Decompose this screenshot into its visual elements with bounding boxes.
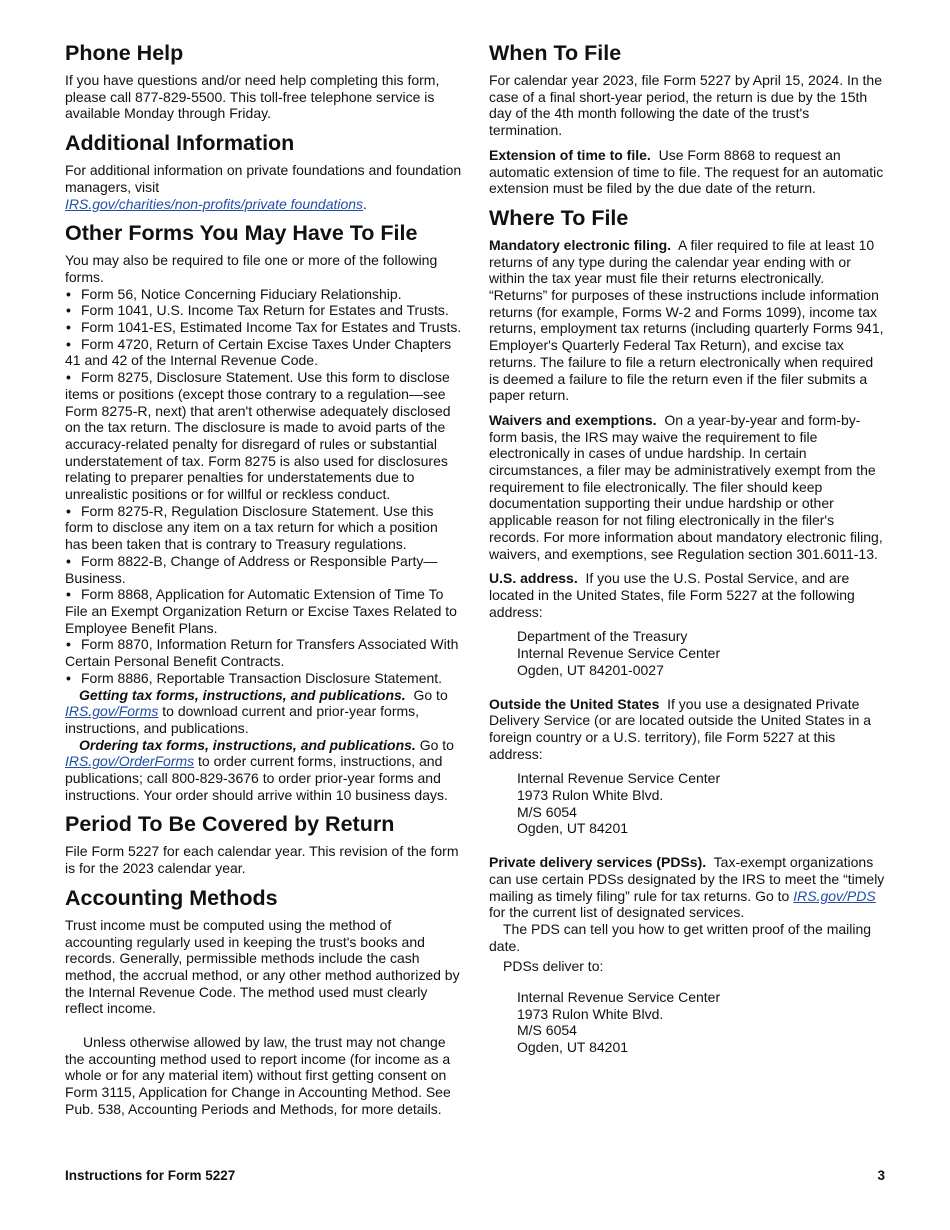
page-footer (65, 1168, 885, 1185)
where-to-file-section (489, 205, 886, 1056)
right-column (489, 40, 886, 1064)
us-address-head: U.S. address. (489, 570, 578, 587)
bullet-item: • Form 8868, Application for Automatic Extension of Time To File an Exempt Organization Return or Excise Taxes Related to Employee Benefit Plans. (65, 586, 462, 636)
forms-bullet-list (65, 286, 462, 687)
where-to-file-heading: Where To File (489, 205, 629, 230)
mandatory-filing-paragraph (489, 237, 886, 404)
mandatory-filing-head: Mandatory electronic filing. (489, 236, 672, 253)
when-to-file-section (489, 40, 886, 197)
phone-help-heading: Phone Help (65, 41, 184, 65)
address-line: Ogden, UT 84201 (517, 1039, 629, 1056)
us-address-text: If you use the U.S. Postal Service, and are located in the United States, file Form 5227 at the following address: (489, 570, 855, 620)
extension-head: Extension of time to file. (489, 146, 651, 163)
bullet-item: • Form 1041, U.S. Income Tax Return for Estates and Trusts. (65, 302, 462, 319)
period-heading: Period To Be Covered by Return (65, 812, 395, 837)
pds-proof-text: The PDS can tell you how to get written proof of the mailing date. (489, 920, 872, 954)
when-to-file-text: For calendar year 2023, file Form 5227 by April 15, 2024. In the case of a final short-year period, the return is due by the 15th day of the 4th month following the date of the trust's termination. (489, 72, 883, 139)
bullet-item: • Form 8886, Reportable Transaction Disclosure Statement. (65, 670, 462, 687)
irs-pds-link[interactable]: IRS.gov/PDS (793, 887, 876, 904)
pds-address (517, 989, 886, 1056)
outside-us-text: If you use a designated Private Delivery Service (or are located outside the United States in a foreign country or a U.S. territory), file Form 5227 at this address: (489, 695, 872, 762)
pds-after: for the current list of designated services. (489, 904, 745, 921)
bullet-item: • Form 8822-B, Change of Address or Responsible Party—Business. (65, 553, 462, 586)
us-mailing-address (517, 628, 886, 678)
footer-title: Instructions for Form 5227 (65, 1168, 236, 1183)
accounting-paragraph-1: Trust income must be computed using the method of accounting regularly used in keeping the trust's books and records. Generally, permissible methods include the cash method, the accrual method, or any other method authorized by the Internal Revenue Code. The method used must clearly reflect income. (65, 916, 460, 1017)
additional-info-body: For additional information on private foundations and foundation managers, visit (65, 162, 462, 195)
bullet-item: • Form 4720, Return of Certain Excise Taxes Under Chapters 41 and 42 of the Internal Revenue Code. (65, 336, 462, 369)
accounting-section (65, 885, 462, 1118)
bullet-item: • Form 56, Notice Concerning Fiduciary Relationship. (65, 286, 462, 303)
other-forms-intro: You may also be required to file one or more of the following forms. (65, 252, 438, 285)
page-number: 3 (877, 1168, 885, 1183)
address-line: Department of the Treasury (517, 628, 688, 645)
address-line: M/S 6054 (517, 1022, 577, 1039)
phone-help-section (65, 40, 462, 122)
getting-pre: Go to (413, 686, 448, 703)
address-line: 1973 Rulon White Blvd. (517, 1005, 664, 1022)
mandatory-filing-text: A filer required to file at least 10 returns of any type during the calendar year ending with or within the tax year must file their returns electronically. “Returns” for purposes of these instructions include information returns (for example, Forms W-2 and Forms 1099), income tax returns, employment tax returns (including quarterly Forms 941, Employer's Quarterly Federal Tax Return), and excise tax returns. The failure to file a return electronically when required is deemed a failure to file the return even if the filer submits a paper return. (489, 236, 884, 404)
when-to-file-heading: When To File (489, 41, 622, 65)
bullet-item: • Form 8870, Information Return for Transfers Associated With Certain Personal Benefit Contracts. (65, 636, 462, 669)
outside-us-paragraph (489, 696, 886, 763)
getting-post: to download current and prior-year forms, instructions, and publications. (65, 703, 420, 736)
address-line: Internal Revenue Service Center (517, 989, 721, 1006)
bullet-item: • Form 8275, Disclosure Statement. Use this form to disclose items or positions (except those contrary to a regulation—see Form 8275-R, next) that aren't otherwise adequately disclosed on the tax return. The disclosure is made to avoid parts of the accuracy-related penalty for disregard of rules or substantial understatement of tax. Form 8275 is also used for disclosures relating to preparer penalties for understatements due to unrealistic positions or for willful or reckless conduct. (65, 369, 462, 503)
address-line: Ogden, UT 84201-0027 (517, 661, 664, 678)
us-address-paragraph (489, 570, 886, 620)
waivers-paragraph (489, 412, 886, 562)
getting-tax-forms-paragraph (65, 687, 462, 737)
additional-info-section (65, 130, 462, 212)
address-line: Ogden, UT 84201 (517, 820, 629, 837)
getting-tax-forms-head: Getting tax forms, instructions, and publications. (79, 686, 406, 703)
extension-paragraph (489, 147, 886, 197)
pds-text: Tax-exempt organizations can use certain PDSs designated by the IRS to meet the “timely mailing as timely filing” rule for tax returns. Go to (489, 854, 885, 904)
other-forms-section (65, 220, 462, 803)
ordering-tax-forms-paragraph (65, 737, 462, 804)
bullet-item: • Form 8275-R, Regulation Disclosure Statement. Use this form to disclose any item on a tax return for which a position has been taken that is contrary to Treasury regulations. (65, 503, 462, 553)
address-line: 1973 Rulon White Blvd. (517, 787, 664, 804)
additional-info-period: . (363, 195, 367, 212)
private-foundations-link[interactable]: IRS.gov/charities/non-profits/private foundations (65, 195, 364, 212)
extension-text: Use Form 8868 to request an automatic extension of time to file. The request for an automatic extension must be filed by the due date of the return. (489, 146, 884, 197)
left-column (65, 40, 462, 1126)
outside-us-address (517, 770, 886, 837)
waivers-text: On a year-by-year and form-by-form basis, the IRS may waive the requirement to file electronically in cases of undue hardship. In certain circumstances, a filer may be administratively exempt from the requirement to file electronically. The filer should keep documentation supporting their undue hardship or other applicable reason for not filing electronically in the filer's records. For more information about mandatory electronic filing, waivers, and exemptions, see Regulation section 301.6011-13. (489, 411, 883, 562)
address-line: Internal Revenue Service Center (517, 770, 721, 787)
pds-deliver-text: PDSs deliver to: (503, 958, 604, 975)
phone-help-text: If you have questions and/or need help completing this form, please call 877-829-5500. This toll-free telephone service is available Monday through Friday. (65, 72, 440, 122)
ordering-post: to order current forms, instructions, and publications; call 800-829-3676 to order prior-year forms and instructions. Your order should arrive within 10 business days. (65, 753, 448, 803)
additional-info-text (65, 162, 462, 212)
period-section (65, 811, 462, 876)
ordering-pre: Go to (419, 736, 454, 753)
pds-paragraph (489, 854, 886, 921)
period-text: File Form 5227 for each calendar year. This revision of the form is for the 2023 calendar year. (65, 843, 459, 877)
bullet-item: • Form 1041-ES, Estimated Income Tax for Estates and Trusts. (65, 319, 462, 336)
ordering-tax-forms-head: Ordering tax forms, instructions, and publications. (79, 736, 416, 753)
accounting-paragraph-2: Unless otherwise allowed by law, the trust may not change the accounting method used to report income (for income as a whole or for any material item) without first getting consent on Form 3115, Application for Change in Accounting Method. See Pub. 538, Accounting Periods and Methods, for more details. (65, 1034, 451, 1117)
outside-us-head: Outside the United States (489, 695, 660, 712)
pds-head: Private delivery services (PDSs). (489, 854, 707, 871)
accounting-heading: Accounting Methods (65, 885, 278, 910)
address-line: M/S 6054 (517, 803, 577, 820)
irs-order-forms-link[interactable]: IRS.gov/OrderForms (65, 753, 195, 770)
waivers-head: Waivers and exemptions. (489, 411, 657, 428)
other-forms-heading: Other Forms You May Have To File (65, 221, 418, 246)
address-line: Internal Revenue Service Center (517, 645, 721, 662)
additional-info-heading: Additional Information (65, 131, 295, 156)
irs-forms-link[interactable]: IRS.gov/Forms (65, 703, 159, 720)
